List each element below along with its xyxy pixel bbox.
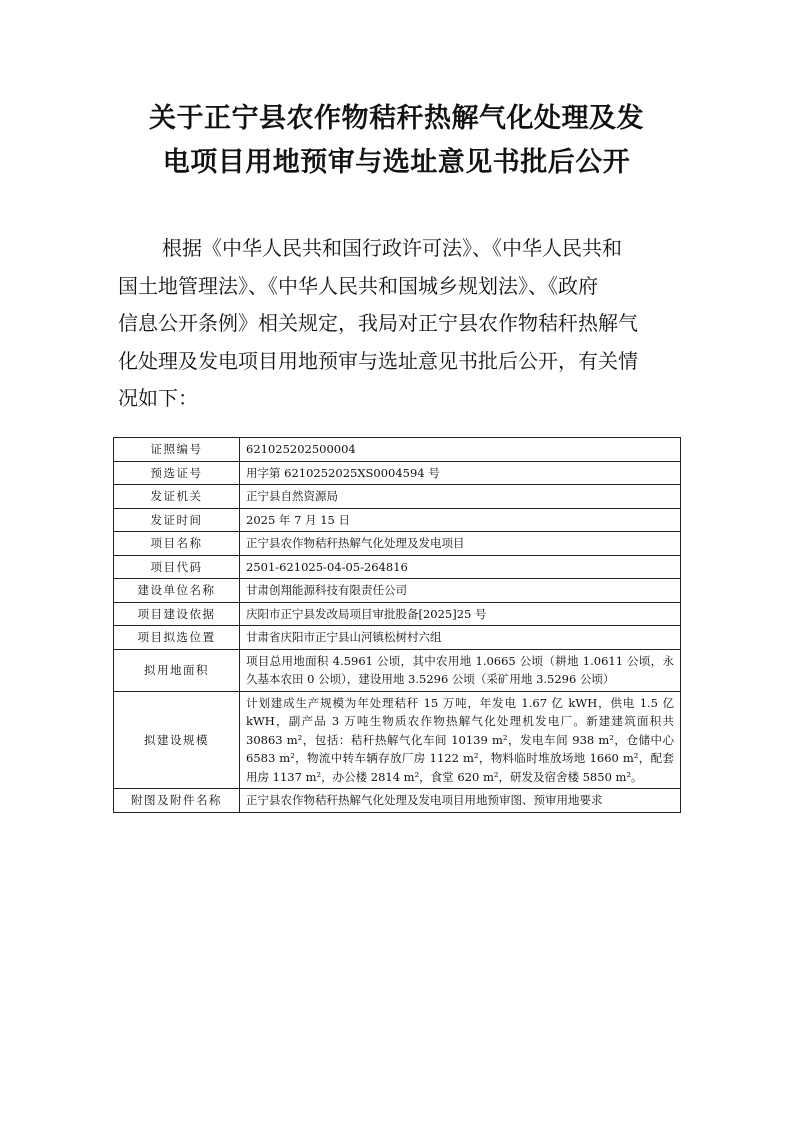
intro-line-1: 根据《中华人民共和国行政许可法》、《中华人民共和 bbox=[162, 236, 622, 260]
intro-paragraph bbox=[118, 230, 678, 418]
intro-line-3: 信息公开条例》相关规定，我局对正宁县农作物秸秆热解气 bbox=[118, 311, 638, 335]
table-row bbox=[114, 438, 681, 462]
row-value-builder: 甘肃创翔能源科技有限责任公司 bbox=[240, 579, 681, 603]
row-value-project-code: 2501-621025-04-05-264816 bbox=[240, 555, 681, 579]
row-label-certificate-no: 证照编号 bbox=[114, 438, 240, 462]
row-label-issue-date: 发证时间 bbox=[114, 508, 240, 532]
row-value-land-area: 项目总用地面积 4.5961 公顷，其中农用地 1.0665 公顷（耕地 1.0611 公顷，永久基本农田 0 公顷），建设用地 3.5296 公顷（采矿用地 3.5296 公顷） bbox=[240, 649, 681, 691]
table-row bbox=[114, 485, 681, 509]
row-value-project-name: 正宁县农作物秸秆热解气化处理及发电项目 bbox=[240, 532, 681, 556]
row-label-preselection-no: 预选证号 bbox=[114, 461, 240, 485]
approval-info-table bbox=[113, 437, 681, 813]
row-value-construction-scale: 计划建成生产规模为年处理秸秆 15 万吨，年发电 1.67 亿 kWH，供电 1.5 亿 kWH，副产品 3 万吨生物质农作物热解气化处理机发电厂。新建建筑面积共 30863 m²，包括：秸秆热解气化车间 10139 m²，发电车间 938 m²，仓储中心 6583 m²，物流中转车辆存放厂房 1122 m²，物料临时堆放场地 1660 m²，配套用房 1137 m²，办公楼 2814 m²，食堂 620 m²，研发及宿舍楼 5850 m²。 bbox=[240, 691, 681, 789]
row-label-land-area: 拟用地面积 bbox=[114, 649, 240, 691]
row-label-project-code: 项目代码 bbox=[114, 555, 240, 579]
row-label-builder: 建设单位名称 bbox=[114, 579, 240, 603]
row-label-attachments: 附图及附件名称 bbox=[114, 789, 240, 813]
row-value-location: 甘肃省庆阳市正宁县山河镇松树村六组 bbox=[240, 626, 681, 650]
table-row bbox=[114, 579, 681, 603]
row-value-basis: 庆阳市正宁县发改局项目审批股备[2025]25 号 bbox=[240, 602, 681, 626]
row-label-issuing-authority: 发证机关 bbox=[114, 485, 240, 509]
title-line-2: 电项目用地预审与选址意见书批后公开 bbox=[162, 147, 631, 178]
intro-line-4: 化处理及发电项目用地预审与选址意见书批后公开，有关情 bbox=[118, 348, 638, 373]
table-row bbox=[114, 461, 681, 485]
row-value-attachments: 正宁县农作物秸秆热解气化处理及发电项目用地预审图、预审用地要求 bbox=[240, 789, 681, 813]
row-value-certificate-no: 621025202500004 bbox=[240, 438, 681, 462]
row-label-project-name: 项目名称 bbox=[114, 532, 240, 556]
intro-line-5: 况如下： bbox=[118, 386, 198, 410]
table-row bbox=[114, 691, 681, 789]
row-value-issuing-authority: 正宁县自然资源局 bbox=[240, 485, 681, 509]
row-label-basis: 项目建设依据 bbox=[114, 602, 240, 626]
table-row bbox=[114, 508, 681, 532]
table-row bbox=[114, 789, 681, 813]
row-value-preselection-no: 用字第 6210252025XS0004594 号 bbox=[240, 461, 681, 485]
table-row bbox=[114, 555, 681, 579]
document-title bbox=[100, 97, 693, 185]
row-label-location: 项目拟选位置 bbox=[114, 626, 240, 650]
intro-line-2: 国土地管理法》、《中华人民共和国城乡规划法》、《政府 bbox=[118, 273, 598, 298]
table-row bbox=[114, 532, 681, 556]
table-row bbox=[114, 602, 681, 626]
row-label-construction-scale: 拟建设规模 bbox=[114, 691, 240, 789]
table-row bbox=[114, 649, 681, 691]
table-row bbox=[114, 626, 681, 650]
row-value-issue-date: 2025 年 7 月 15 日 bbox=[240, 508, 681, 532]
title-line-1: 关于正宁县农作物秸秆热解气化处理及发 bbox=[149, 103, 644, 134]
